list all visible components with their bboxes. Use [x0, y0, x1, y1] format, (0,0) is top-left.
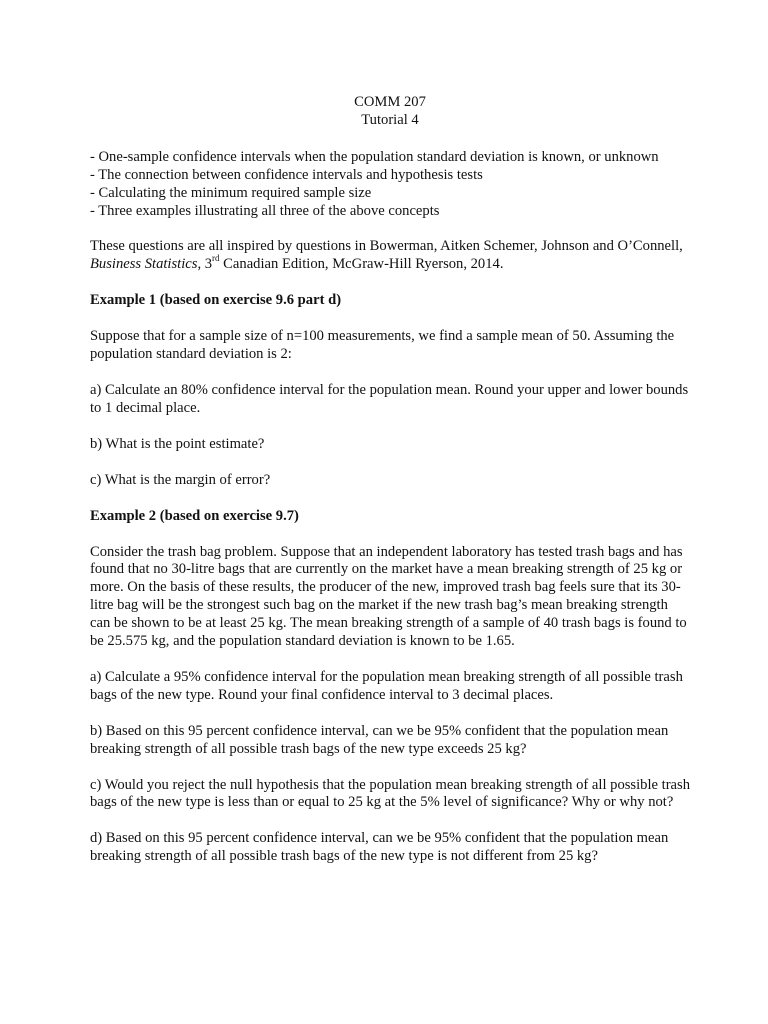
intro-suffix: Canadian Edition, McGraw-Hill Ryerson, 2014. [219, 256, 504, 273]
example1-question-b: b) What is the point estimate? [90, 435, 265, 452]
example1-question-a: a) Calculate an 80% confidence interval for the population mean. Round your upper and lower bounds to 1 decimal place. [90, 381, 689, 416]
intro-paragraph [90, 238, 690, 274]
intro-prefix: These questions are all inspired by questions in Bowerman, Aitken Schemer, Johnson and O’Connell, [90, 238, 683, 255]
course-code: COMM 207 [354, 94, 426, 110]
book-title: Business Statistics [90, 256, 198, 273]
example2-question-a: a) Calculate a 95% confidence interval for the population mean breaking strength of all possible trash bags of the new type. Round your final confidence interval to 3 decimal places. [90, 668, 683, 703]
document-header [90, 94, 690, 130]
topic-item: - Three examples illustrating all three of the above concepts [90, 202, 440, 219]
topic-item: - Calculating the minimum required sample size [90, 184, 372, 201]
topic-item: - One-sample confidence intervals when the population standard deviation is known, or unknown [90, 148, 659, 165]
tutorial-title: Tutorial 4 [361, 111, 419, 128]
example1-question-c: c) What is the margin of error? [90, 471, 271, 488]
example2-question-b: b) Based on this 95 percent confidence interval, can we be 95% confident that the population mean breaking strength of all possible trash bags of the new type exceeds 25 kg? [90, 722, 669, 757]
edition-number: , 3 [197, 256, 213, 273]
topic-list [90, 149, 690, 221]
example1-heading: Example 1 (based on exercise 9.6 part d) [90, 292, 342, 309]
document-page [90, 94, 690, 866]
example2-question-c: c) Would you reject the null hypothesis that the population mean breaking strength of all possible trash bags of the new type is less than or equal to 25 kg at the 5% level of significance? Why or why not? [90, 776, 691, 811]
example2-heading: Example 2 (based on exercise 9.7) [90, 507, 299, 524]
edition-superscript: rd [212, 253, 220, 264]
topic-item: - The connection between confidence intervals and hypothesis tests [90, 166, 483, 183]
example2-question-d: d) Based on this 95 percent confidence interval, can we be 95% confident that the population mean breaking strength of all possible trash bags of the new type is not different from 25 kg? [90, 830, 669, 865]
example1-setup: Suppose that for a sample size of n=100 measurements, we find a sample mean of 50. Assuming the population standard deviation is 2: [90, 328, 675, 363]
example2-setup: Consider the trash bag problem. Suppose that an independent laboratory has tested trash bags and has found that no 30-litre bags that are currently on the market have a mean breaking strength of 25 kg or more. On the basis of these results, the producer of the new, improved trash bag feels sure that its 30-litre bag will be the strongest such bag on the market if the new trash bag’s mean breaking strength can be shown to be at least 25 kg. The mean breaking strength of a sample of 40 trash bags is found to be 25.575 kg, and the population standard deviation is known to be 1.65. [90, 543, 687, 650]
